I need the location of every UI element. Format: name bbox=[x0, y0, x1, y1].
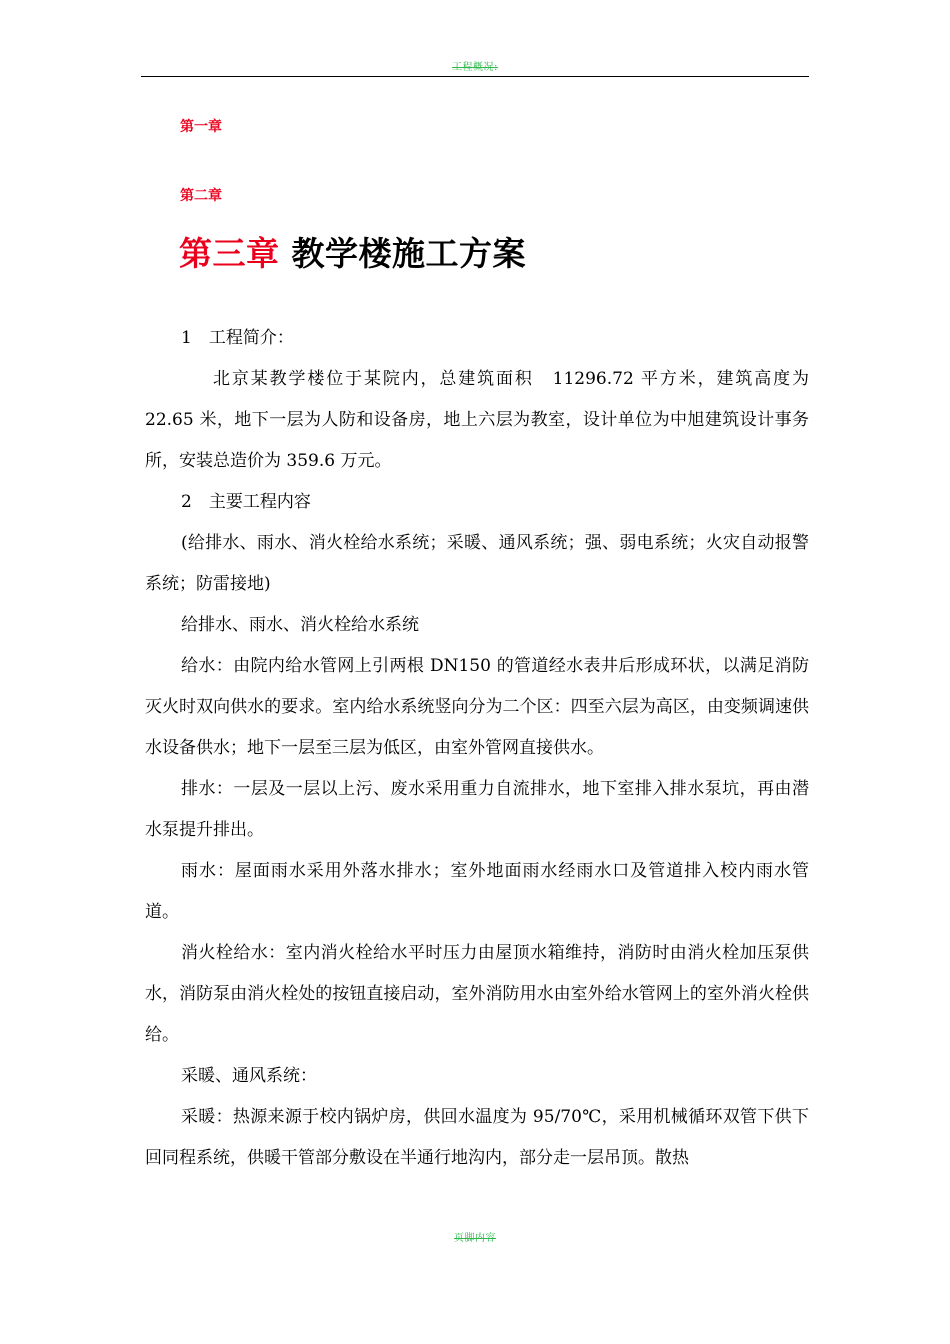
subheading-water-systems: 给排水、雨水、消火栓给水系统 bbox=[181, 615, 419, 635]
chapter-3-title: 教学楼施工方案 bbox=[279, 234, 526, 273]
paragraph-overview: 北京某教学楼位于某院内，总建筑面积 11296.72 平方米，建筑高度为 22.65 米，地下一层为人防和设备房，地上六层为教室，设计单位为中旭建筑设计事务所，安装总造价为 359.6 万元。 bbox=[145, 369, 809, 471]
chapter-3-heading bbox=[179, 228, 526, 275]
section-heading-2: 2 主要工程内容 bbox=[181, 492, 311, 512]
chapter-3-number: 第三章 bbox=[179, 234, 280, 273]
subheading-heating: 采暖、通风系统： bbox=[181, 1066, 317, 1086]
paragraph-rainwater: 雨水：屋面雨水采用外落水排水；室外地面雨水经雨水口及管道排入校内雨水管道。 bbox=[145, 861, 809, 922]
paragraph-scope: (给排水、雨水、消火栓给水系统；采暖、通风系统；强、弱电系统；火灾自动报警系统；防雷接地) bbox=[145, 533, 809, 594]
header-text: 工程概况: bbox=[452, 62, 498, 73]
paragraph-hydrant: 消火栓给水：室内消火栓给水平时压力由屋顶水箱维持，消防时由消火栓加压泵供水，消防泵由消火栓处的按钮直接启动，室外消防用水由室外给水管网上的室外消火栓供给。 bbox=[145, 943, 809, 1045]
paragraph-drainage: 排水：一层及一层以上污、废水采用重力自流排水，地下室排入排水泵坑，再由潜水泵提升排出。 bbox=[145, 779, 809, 840]
page-footer bbox=[0, 1229, 950, 1244]
header-rule bbox=[141, 76, 809, 77]
chapter-2-heading: 第二章 bbox=[180, 188, 222, 204]
page-header bbox=[0, 58, 950, 73]
body-text bbox=[145, 318, 809, 1179]
footer-text: 页脚内容 bbox=[454, 1233, 496, 1244]
chapter-1-heading: 第一章 bbox=[180, 119, 222, 135]
paragraph-heating: 采暖：热源来源于校内锅炉房，供回水温度为 95/70℃，采用机械循环双管下供下回同程系统，供暖干管部分敷设在半通行地沟内，部分走一层吊顶。散热 bbox=[145, 1107, 809, 1168]
section-heading-1: 1 工程简介： bbox=[181, 328, 294, 348]
paragraph-water-supply: 给水：由院内给水管网上引两根 DN150 的管道经水表井后形成环状，以满足消防灭火时双向供水的要求。室内给水系统竖向分为二个区：四至六层为高区，由变频调速供水设备供水；地下一层至三层为低区，由室外管网直接供水。 bbox=[145, 656, 809, 758]
